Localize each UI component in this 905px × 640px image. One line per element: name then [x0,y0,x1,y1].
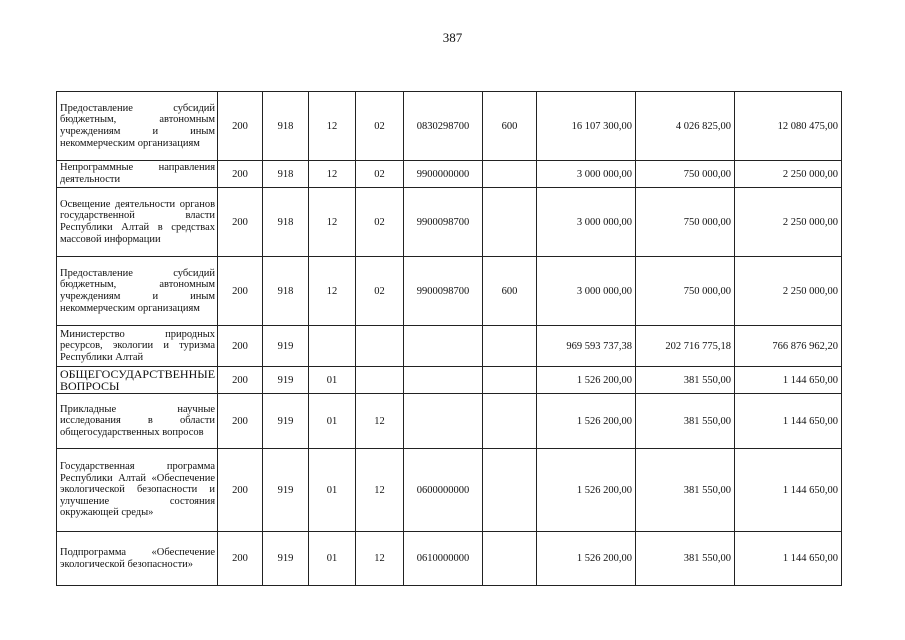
section-cell: 01 [309,449,356,532]
amount-2-cell: 750 000,00 [636,257,735,326]
amount-1-cell: 16 107 300,00 [537,92,636,161]
code-cell: 200 [218,326,263,367]
code-cell: 200 [218,161,263,188]
section-cell: 12 [309,92,356,161]
amount-2-cell: 381 550,00 [636,394,735,449]
amount-3-cell: 12 080 475,00 [735,92,842,161]
code-cell: 200 [218,257,263,326]
amount-1-cell: 969 593 737,38 [537,326,636,367]
expense-type-cell [483,367,537,394]
amount-1-cell: 3 000 000,00 [537,161,636,188]
subsection-cell [356,326,404,367]
amount-2-cell: 381 550,00 [636,449,735,532]
row-name-cell: Предоставление субсидий бюджетным, автономным учреждениям и иным некоммерческим организациям [57,257,218,326]
amount-3-cell: 2 250 000,00 [735,161,842,188]
row-name-cell: Министерство природных ресурсов, экологии и туризма Республики Алтай [57,326,218,367]
amount-2-cell: 4 026 825,00 [636,92,735,161]
code-cell: 200 [218,394,263,449]
expense-type-cell: 600 [483,257,537,326]
amount-1-cell: 3 000 000,00 [537,188,636,257]
section-cell: 01 [309,394,356,449]
amount-2-cell: 202 716 775,18 [636,326,735,367]
subsection-cell: 02 [356,257,404,326]
expense-type-cell [483,449,537,532]
expense-type-cell [483,532,537,586]
amount-1-cell: 1 526 200,00 [537,449,636,532]
amount-3-cell: 2 250 000,00 [735,257,842,326]
target-article-cell: 0830298700 [404,92,483,161]
target-article-cell [404,326,483,367]
code-cell: 200 [218,188,263,257]
subsection-cell: 12 [356,532,404,586]
row-name-cell: Предоставление субсидий бюджетным, автономным учреждениям и иным некоммерческим организациям [57,92,218,161]
row-name-cell: Освещение деятельности органов государственной власти Республики Алтай в средствах массовой информации [57,188,218,257]
table-row [57,257,842,326]
page-number: 387 [442,30,463,45]
table-row [57,532,842,586]
row-name-cell: Прикладные научные исследования в области общегосударственных вопросов [57,394,218,449]
amount-2-cell: 381 550,00 [636,367,735,394]
ministry-cell: 919 [263,326,309,367]
row-name-cell: Государственная программа Республики Алтай «Обеспечение экологической безопасности и улучшение состояния окружающей среды» [57,449,218,532]
ministry-cell: 919 [263,394,309,449]
section-cell: 01 [309,532,356,586]
section-cell [309,326,356,367]
ministry-cell: 919 [263,367,309,394]
row-name-cell: Подпрограмма «Обеспечение экологической безопасности» [57,532,218,586]
subsection-cell: 02 [356,92,404,161]
amount-1-cell: 1 526 200,00 [537,532,636,586]
table-row [57,449,842,532]
code-cell: 200 [218,449,263,532]
amount-2-cell: 750 000,00 [636,161,735,188]
amount-3-cell: 766 876 962,20 [735,326,842,367]
target-article-cell: 0600000000 [404,449,483,532]
amount-3-cell: 1 144 650,00 [735,367,842,394]
amount-3-cell: 2 250 000,00 [735,188,842,257]
amount-3-cell: 1 144 650,00 [735,449,842,532]
amount-2-cell: 381 550,00 [636,532,735,586]
table-row [57,92,842,161]
table-row [57,326,842,367]
budget-table [56,91,842,586]
amount-3-cell: 1 144 650,00 [735,532,842,586]
ministry-cell: 919 [263,532,309,586]
target-article-cell: 9900098700 [404,257,483,326]
amount-1-cell: 3 000 000,00 [537,257,636,326]
section-cell: 12 [309,161,356,188]
row-name-cell: ОБЩЕГОСУДАРСТВЕННЫЕ ВОПРОСЫ [57,367,218,394]
amount-1-cell: 1 526 200,00 [537,367,636,394]
table-row [57,188,842,257]
expense-type-cell [483,326,537,367]
target-article-cell: 0610000000 [404,532,483,586]
table-row [57,367,842,394]
subsection-cell: 02 [356,161,404,188]
section-cell: 12 [309,188,356,257]
table-row [57,161,842,188]
target-article-cell: 9900098700 [404,188,483,257]
expense-type-cell: 600 [483,92,537,161]
subsection-cell: 12 [356,449,404,532]
amount-2-cell: 750 000,00 [636,188,735,257]
row-name-cell: Непрограммные направления деятельности [57,161,218,188]
ministry-cell: 918 [263,257,309,326]
expense-type-cell [483,188,537,257]
target-article-cell [404,394,483,449]
table-row [57,394,842,449]
code-cell: 200 [218,367,263,394]
subsection-cell: 02 [356,188,404,257]
section-cell: 12 [309,257,356,326]
subsection-cell: 12 [356,394,404,449]
code-cell: 200 [218,532,263,586]
ministry-cell: 918 [263,92,309,161]
target-article-cell [404,367,483,394]
target-article-cell: 9900000000 [404,161,483,188]
ministry-cell: 918 [263,188,309,257]
ministry-cell: 919 [263,449,309,532]
expense-type-cell [483,394,537,449]
amount-3-cell: 1 144 650,00 [735,394,842,449]
ministry-cell: 918 [263,161,309,188]
code-cell: 200 [218,92,263,161]
subsection-cell [356,367,404,394]
amount-1-cell: 1 526 200,00 [537,394,636,449]
section-cell: 01 [309,367,356,394]
expense-type-cell [483,161,537,188]
